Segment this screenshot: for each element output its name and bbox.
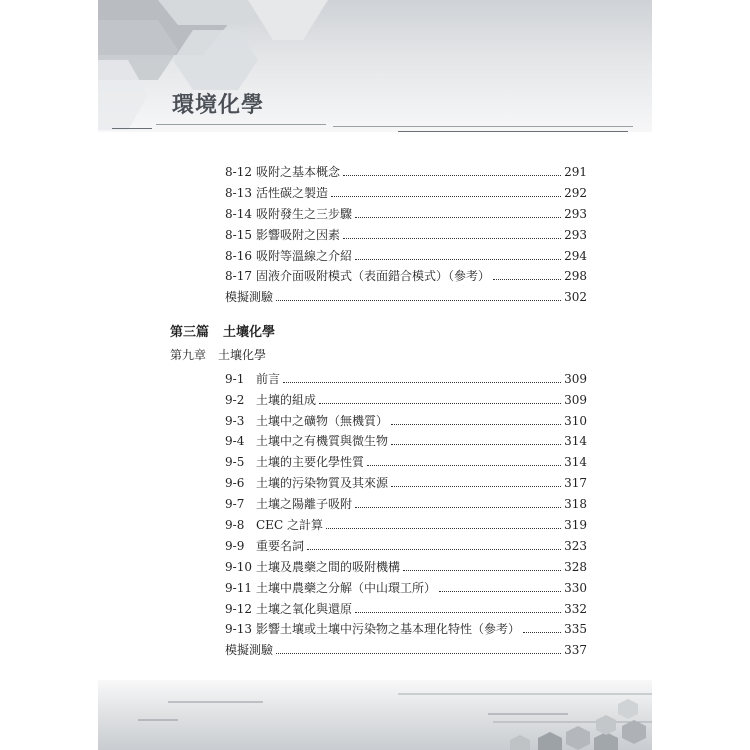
toc-entry bbox=[225, 577, 587, 595]
toc-entry bbox=[225, 203, 587, 221]
toc-number: 8-17 bbox=[225, 269, 252, 283]
toc-entry bbox=[225, 161, 587, 179]
toc-page: 294 bbox=[564, 249, 587, 263]
toc-entry bbox=[225, 472, 587, 490]
toc-entry bbox=[225, 618, 587, 636]
page-title: 環境化學 bbox=[172, 93, 265, 118]
toc-entry bbox=[225, 514, 587, 532]
toc-number: 8-13 bbox=[225, 186, 252, 200]
toc-page: 302 bbox=[564, 290, 587, 304]
toc-label: 固液介面吸附模式（表面錯合模式）（參考） bbox=[256, 269, 491, 283]
toc-page: 310 bbox=[564, 414, 587, 428]
toc-label: 土壤及農藥之間的吸附機構 bbox=[256, 560, 401, 574]
toc-label: 重要名詞 bbox=[256, 539, 305, 553]
toc-number: 9-11 bbox=[225, 581, 252, 595]
dot-leader bbox=[367, 464, 561, 466]
toc-entry bbox=[225, 368, 587, 386]
toc-page: 328 bbox=[564, 560, 587, 574]
header-rule bbox=[398, 131, 628, 132]
toc-number: 9-4 bbox=[225, 434, 245, 448]
toc-entry bbox=[225, 451, 587, 469]
toc-label: 影響土壤或土壤中污染物之基本理化特性（參考） bbox=[256, 622, 521, 636]
toc-label: 土壤之陽離子吸附 bbox=[256, 497, 353, 511]
toc-page: 298 bbox=[564, 269, 587, 283]
dot-leader bbox=[523, 631, 561, 633]
toc-number: 9-3 bbox=[225, 414, 245, 428]
toc-label: 土壤的污染物質及其來源 bbox=[256, 476, 389, 490]
toc-label: 吸附發生之三步驟 bbox=[256, 207, 353, 221]
toc-label: 前言 bbox=[256, 372, 281, 386]
dot-leader bbox=[355, 258, 561, 260]
toc-number: 9-7 bbox=[225, 497, 245, 511]
hexagon-decoration bbox=[98, 680, 652, 750]
toc-page: 318 bbox=[564, 497, 587, 511]
dot-leader bbox=[276, 299, 561, 301]
toc-number: 9-2 bbox=[225, 393, 245, 407]
toc-number: 9-9 bbox=[225, 539, 245, 553]
toc-number: 9-10 bbox=[225, 560, 252, 574]
toc-number: 9-5 bbox=[225, 455, 245, 469]
toc-page: 317 bbox=[564, 476, 587, 490]
toc-page: 293 bbox=[564, 207, 587, 221]
toc-label: 土壤中之礦物（無機質） bbox=[256, 414, 389, 428]
toc-label: 土壤的組成 bbox=[256, 393, 317, 407]
header-rule bbox=[333, 126, 633, 127]
dot-leader bbox=[391, 423, 561, 425]
toc-label: 影響吸附之因素 bbox=[256, 228, 341, 242]
toc-page: 309 bbox=[564, 372, 587, 386]
toc-page: 319 bbox=[564, 518, 587, 532]
toc-page: 292 bbox=[564, 186, 587, 200]
header-rule bbox=[156, 124, 326, 125]
dot-leader bbox=[343, 174, 561, 176]
toc-entry bbox=[225, 224, 587, 242]
part-heading bbox=[170, 321, 275, 340]
toc-entry bbox=[225, 182, 587, 200]
toc-entry bbox=[225, 410, 587, 428]
toc-page: 309 bbox=[564, 393, 587, 407]
toc-entry bbox=[225, 535, 587, 553]
dot-leader bbox=[326, 527, 561, 529]
part-label: 第三篇 bbox=[170, 325, 210, 340]
toc-label: CEC 之計算 bbox=[256, 518, 323, 532]
dot-leader bbox=[276, 652, 561, 654]
part-title: 土壤化學 bbox=[223, 325, 276, 340]
toc-entry bbox=[225, 430, 587, 448]
toc-number: 8-14 bbox=[225, 207, 252, 221]
toc-page: 337 bbox=[564, 643, 587, 657]
dot-leader bbox=[283, 381, 561, 383]
chapter-label: 第九章 bbox=[170, 348, 207, 362]
dot-leader bbox=[355, 506, 561, 508]
toc-entry bbox=[225, 598, 587, 616]
toc-page: 314 bbox=[564, 455, 587, 469]
toc-label: 土壤的主要化學性質 bbox=[256, 455, 365, 469]
toc-number: 9-12 bbox=[225, 602, 252, 616]
page-footer bbox=[98, 680, 652, 750]
toc-label: 土壤中農藥之分解（中山環工所） bbox=[256, 581, 437, 595]
dot-leader bbox=[403, 569, 561, 571]
toc-number: 9-13 bbox=[225, 622, 252, 636]
dot-leader bbox=[331, 195, 561, 197]
book-page bbox=[98, 0, 652, 750]
toc-page: 335 bbox=[564, 622, 587, 636]
dot-leader bbox=[343, 237, 561, 239]
toc-number: 9-6 bbox=[225, 476, 245, 490]
toc-page: 332 bbox=[564, 602, 587, 616]
chapter-heading bbox=[170, 346, 266, 363]
toc-label: 模擬測驗 bbox=[225, 643, 274, 657]
page-header bbox=[98, 0, 652, 132]
dot-leader bbox=[355, 216, 561, 218]
toc-page: 323 bbox=[564, 539, 587, 553]
toc-entry bbox=[225, 389, 587, 407]
toc-page: 314 bbox=[564, 434, 587, 448]
toc-entry bbox=[225, 639, 587, 657]
toc-number: 8-16 bbox=[225, 249, 252, 263]
toc-label: 吸附之基本概念 bbox=[256, 165, 341, 179]
dot-leader bbox=[307, 548, 561, 550]
toc-entry bbox=[225, 245, 587, 263]
toc-number: 9-8 bbox=[225, 518, 245, 532]
toc-number: 8-15 bbox=[225, 228, 252, 242]
dot-leader bbox=[355, 611, 561, 613]
toc-entry bbox=[225, 556, 587, 574]
dot-leader bbox=[391, 443, 561, 445]
dot-leader bbox=[493, 278, 561, 280]
toc-entry bbox=[225, 265, 587, 283]
toc-entry bbox=[225, 493, 587, 511]
chapter-title: 土壤化學 bbox=[218, 348, 267, 362]
toc-entry bbox=[225, 286, 587, 304]
toc-number: 9-1 bbox=[225, 372, 245, 386]
toc-label: 土壤中之有機質與微生物 bbox=[256, 434, 389, 448]
toc-label: 活性碳之製造 bbox=[256, 186, 329, 200]
toc-label: 土壤之氧化與還原 bbox=[256, 602, 353, 616]
toc-number: 8-12 bbox=[225, 165, 252, 179]
toc-page: 291 bbox=[564, 165, 587, 179]
toc-label: 模擬測驗 bbox=[225, 290, 274, 304]
header-rule bbox=[112, 128, 152, 129]
dot-leader bbox=[319, 402, 561, 404]
toc-page: 293 bbox=[564, 228, 587, 242]
toc-page: 330 bbox=[564, 581, 587, 595]
toc-label: 吸附等溫線之介紹 bbox=[256, 249, 353, 263]
dot-leader bbox=[391, 485, 561, 487]
dot-leader bbox=[439, 590, 561, 592]
